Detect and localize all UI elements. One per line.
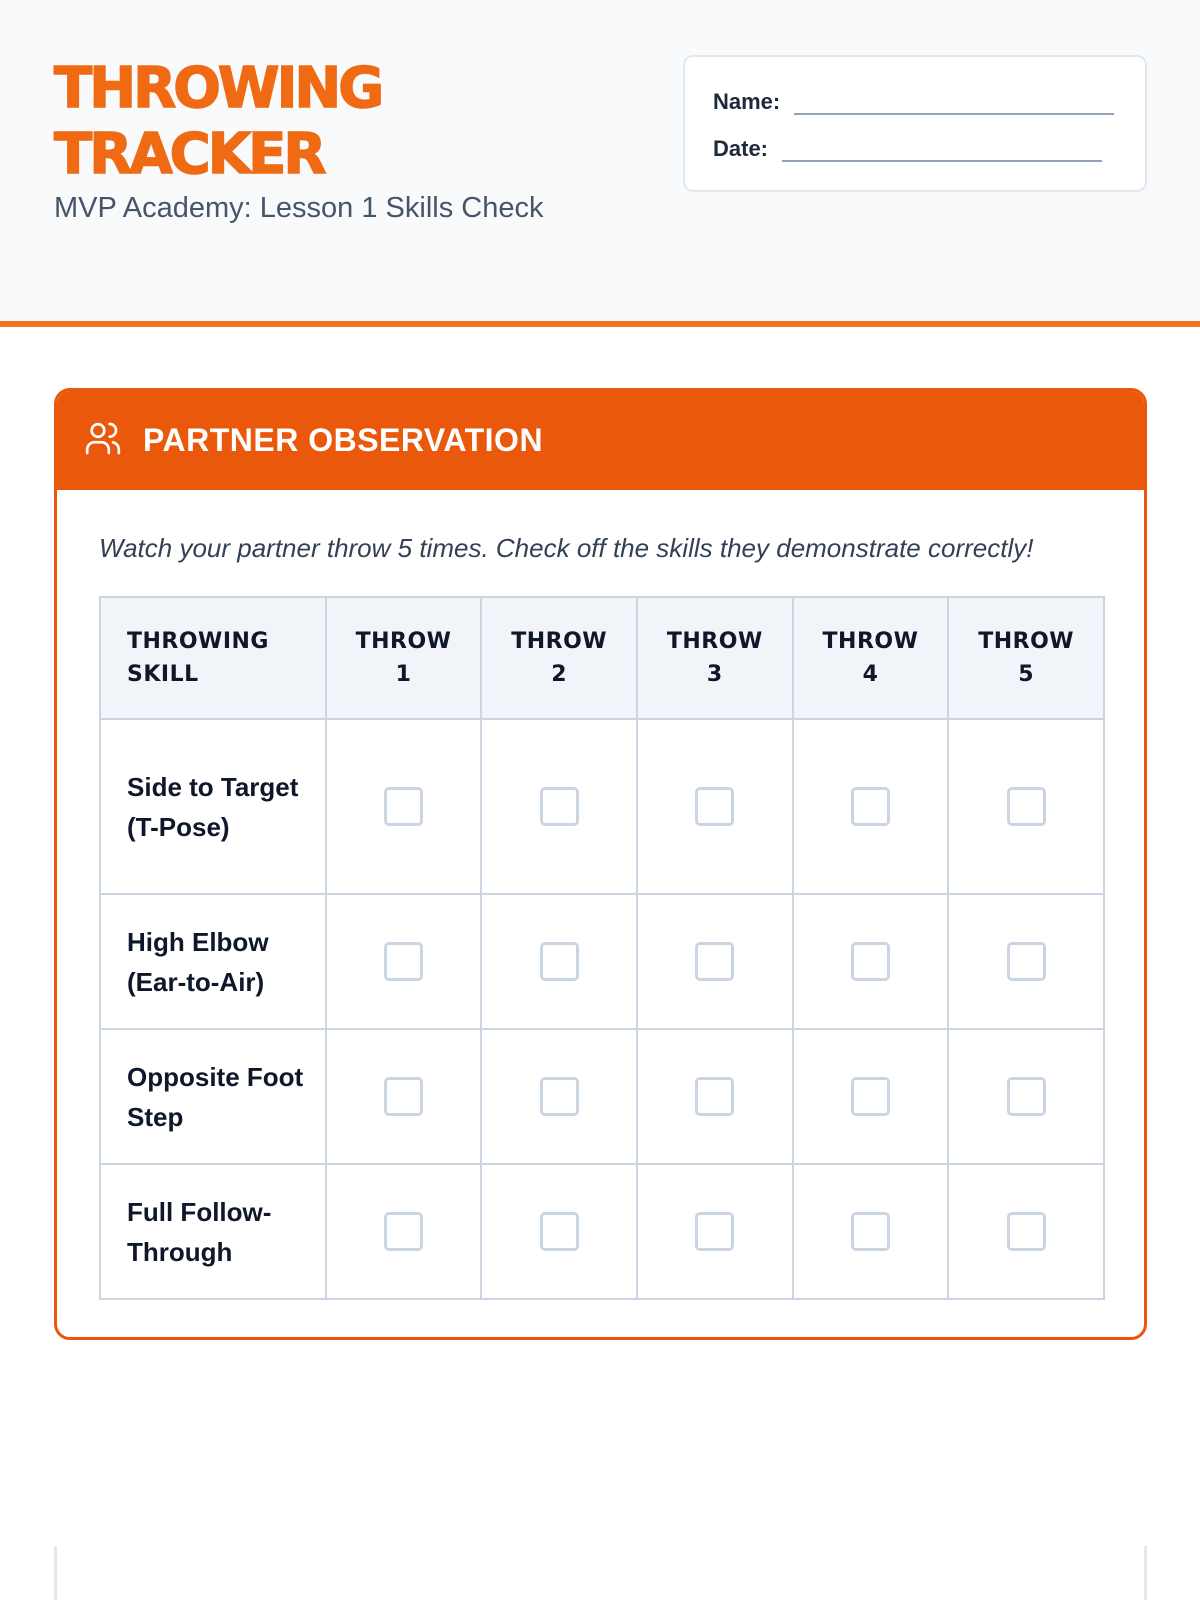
name-field[interactable] <box>713 89 1114 115</box>
column-header-throw-1: THROW 1 <box>326 597 482 719</box>
partner-observation-card <box>54 388 1147 1340</box>
card-header <box>57 391 1144 490</box>
checkbox[interactable] <box>1007 1077 1046 1116</box>
next-section-edge <box>54 1546 1147 1600</box>
date-field[interactable] <box>713 136 1102 162</box>
checkbox[interactable] <box>1007 942 1046 981</box>
date-label: Date: <box>713 136 769 161</box>
skill-label: Opposite Foot Step <box>100 1029 326 1164</box>
checkbox[interactable] <box>540 1212 579 1251</box>
column-header-skill: THROWING SKILL <box>100 597 326 719</box>
checkbox[interactable] <box>695 1077 734 1116</box>
page-title <box>54 56 381 188</box>
section-title: PARTNER OBSERVATION <box>143 422 544 458</box>
checkbox[interactable] <box>540 787 579 826</box>
title-line-2: TRACKER <box>54 122 324 187</box>
checkbox[interactable] <box>695 1212 734 1251</box>
name-line[interactable] <box>794 93 1114 115</box>
checkbox[interactable] <box>851 787 890 826</box>
table-row <box>100 1029 1104 1164</box>
table-header-row <box>100 597 1104 719</box>
page-subtitle: MVP Academy: Lesson 1 Skills Check <box>54 192 544 224</box>
column-header-throw-3: THROW 3 <box>637 597 793 719</box>
table-row <box>100 894 1104 1029</box>
checkbox[interactable] <box>851 942 890 981</box>
column-header-throw-2: THROW 2 <box>481 597 637 719</box>
title-line-1: THROWING <box>54 56 382 121</box>
instructions: Watch your partner throw 5 times. Check off the skills they demonstrate correctly! <box>99 533 1034 563</box>
users-icon <box>83 418 123 463</box>
checkbox[interactable] <box>1007 787 1046 826</box>
column-header-throw-5: THROW 5 <box>948 597 1104 719</box>
page-header <box>0 0 1200 327</box>
checkbox[interactable] <box>1007 1212 1046 1251</box>
checkbox[interactable] <box>695 787 734 826</box>
table-row <box>100 719 1104 894</box>
checkbox[interactable] <box>695 942 734 981</box>
skill-label: Side to Target (T-Pose) <box>100 719 326 894</box>
date-line[interactable] <box>782 140 1102 162</box>
skills-table <box>99 596 1105 1300</box>
skill-label: Full Follow-Through <box>100 1164 326 1299</box>
checkbox[interactable] <box>851 1077 890 1116</box>
checkbox[interactable] <box>540 942 579 981</box>
name-date-box <box>683 55 1147 192</box>
checkbox[interactable] <box>384 1212 423 1251</box>
name-label: Name: <box>713 89 781 114</box>
skill-label: High Elbow (Ear-to-Air) <box>100 894 326 1029</box>
checkbox[interactable] <box>384 1077 423 1116</box>
checkbox[interactable] <box>384 942 423 981</box>
checkbox[interactable] <box>540 1077 579 1116</box>
checkbox[interactable] <box>384 787 423 826</box>
checkbox[interactable] <box>851 1212 890 1251</box>
column-header-throw-4: THROW 4 <box>793 597 949 719</box>
table-row <box>100 1164 1104 1299</box>
